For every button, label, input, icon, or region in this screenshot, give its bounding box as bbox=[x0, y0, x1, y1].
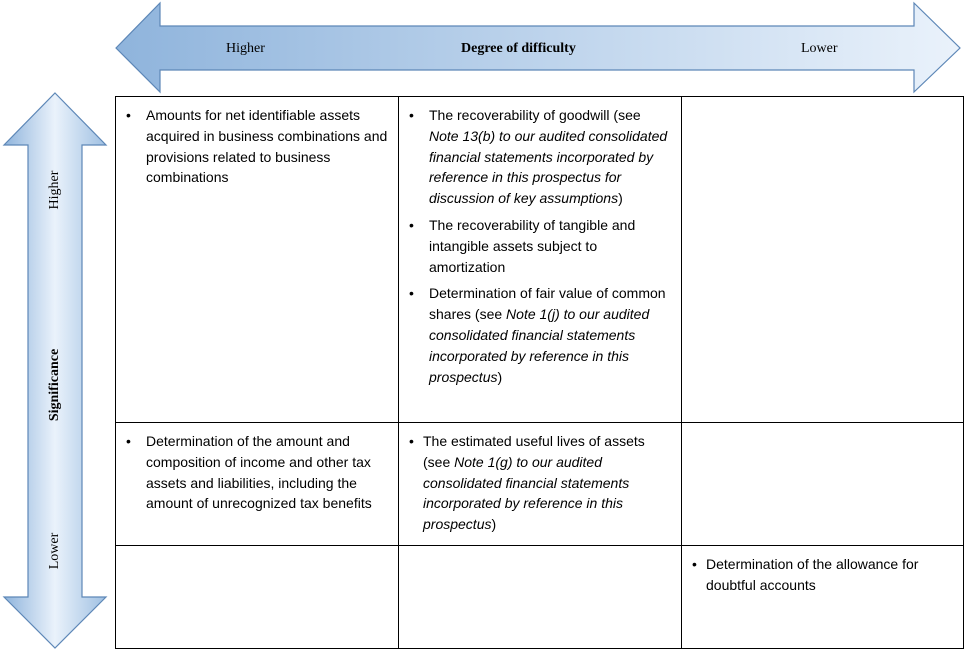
significance-axis-title: Significance bbox=[47, 348, 62, 422]
significance-lower-label: Lower bbox=[47, 532, 62, 570]
matrix-row-lower-significance bbox=[116, 545, 964, 648]
difficulty-axis-title: Degree of difficulty bbox=[461, 41, 576, 56]
list-item: • Determination of the amount and composition of income and other tax assets and liabilities, including the amount of unrecognized tax benefits bbox=[124, 431, 390, 514]
cell-low-sig-high-diff bbox=[116, 545, 399, 648]
list-item: • The estimated useful lives of assets (see Note 1(g) to our audited consolidated financial statements incorporated by reference in this prospectus) bbox=[407, 431, 673, 535]
matrix-row-higher-significance bbox=[116, 97, 964, 423]
cell-low-sig-mid-diff bbox=[399, 545, 682, 648]
list-item: • Determination of the allowance for doubtful accounts bbox=[690, 554, 955, 596]
cell-mid-sig-high-diff bbox=[116, 423, 399, 546]
difficulty-lower-label: Lower bbox=[801, 41, 838, 56]
list-item: • The recoverability of tangible and intangible assets subject to amortization bbox=[407, 215, 673, 277]
significance-higher-label: Higher bbox=[47, 170, 62, 210]
cell-high-sig-high-diff bbox=[116, 97, 399, 423]
difficulty-higher-label: Higher bbox=[226, 41, 265, 56]
list-item: • Amounts for net identifiable assets acquired in business combinations and provisions related to business combinations bbox=[124, 105, 390, 188]
list-item: • Determination of fair value of common shares (see Note 1(j) to our audited consolidated financial statements incorporated by reference in this prospectus) bbox=[407, 283, 673, 387]
cell-mid-sig-mid-diff bbox=[399, 423, 682, 546]
cell-high-sig-low-diff bbox=[682, 97, 964, 423]
cell-mid-sig-low-diff bbox=[682, 423, 964, 546]
list-item: • The recoverability of goodwill (see Note 13(b) to our audited consolidated financial statements incorporated by reference in this prospectus for discussion of key assumptions) bbox=[407, 105, 673, 209]
cell-high-sig-mid-diff bbox=[399, 97, 682, 423]
significance-difficulty-matrix bbox=[115, 96, 964, 649]
cell-low-sig-low-diff bbox=[682, 545, 964, 648]
matrix-row-mid-significance bbox=[116, 423, 964, 546]
